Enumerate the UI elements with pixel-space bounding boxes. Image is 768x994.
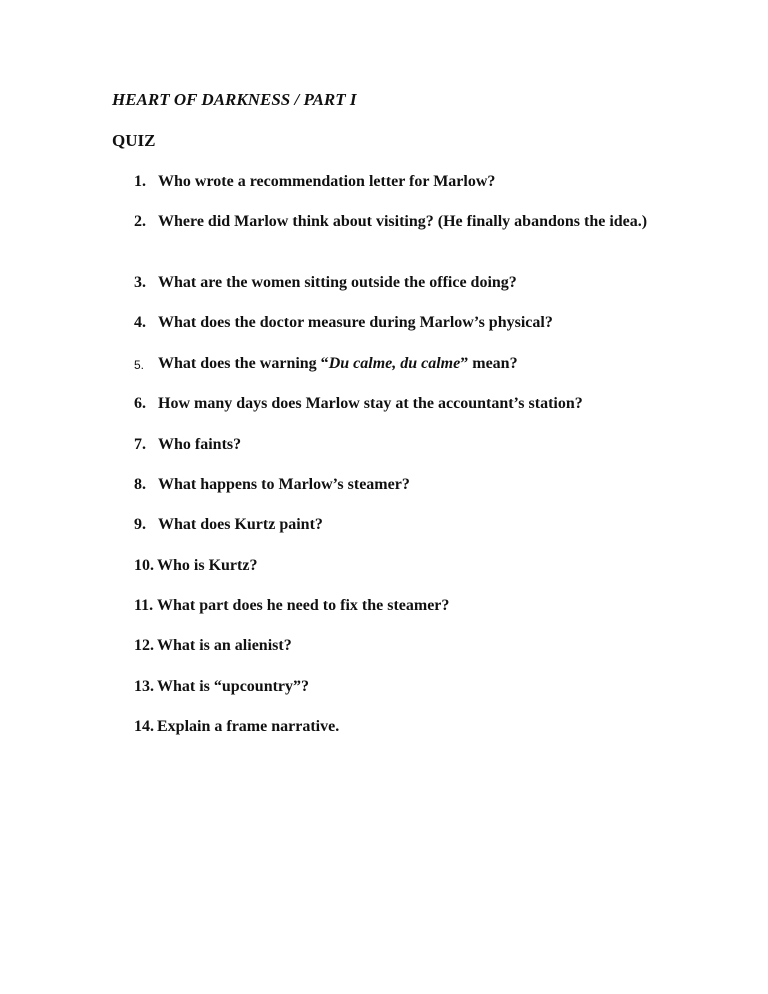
question-number: 10. xyxy=(134,557,154,574)
question-text: What happens to Marlow’s steamer? xyxy=(158,476,410,493)
question-number: 4. xyxy=(134,314,146,331)
question-number: 5. xyxy=(134,358,145,372)
question-text: Who faints? xyxy=(158,436,242,453)
question-item xyxy=(134,677,694,697)
question-item xyxy=(134,515,694,535)
question-text: How many days does Marlow stay at the accountant’s station? xyxy=(158,395,583,412)
question-item xyxy=(134,172,694,192)
question-number: 3. xyxy=(134,274,146,291)
question-text: What are the women sitting outside the office doing? xyxy=(158,274,517,291)
question-text: What is “upcountry”? xyxy=(157,678,310,695)
question-item xyxy=(134,394,694,414)
question-number: 13. xyxy=(134,678,154,695)
question-number: 14. xyxy=(134,718,154,735)
document-title: HEART OF DARKNESS / PART I xyxy=(112,90,357,109)
question-item xyxy=(134,475,694,495)
question-text: What part does he need to fix the steamer? xyxy=(157,597,450,614)
question-number: 7. xyxy=(134,436,146,453)
question-item xyxy=(134,636,694,656)
question-number: 9. xyxy=(134,516,146,533)
question-number: 11. xyxy=(134,597,154,614)
question-text: What does Kurtz paint? xyxy=(158,516,323,533)
question-text: Who wrote a recommendation letter for Marlow? xyxy=(158,173,496,190)
question-text-before: What does the warning “ xyxy=(158,355,329,372)
question-item xyxy=(134,596,694,616)
document-subtitle: QUIZ xyxy=(112,131,156,150)
question-text: Explain a frame narrative. xyxy=(157,718,340,735)
question-text xyxy=(158,354,694,374)
question-number: 8. xyxy=(134,476,146,493)
question-number: 2. xyxy=(134,213,146,230)
question-number: 12. xyxy=(134,637,154,654)
question-text: Who is Kurtz? xyxy=(157,557,258,574)
question-item xyxy=(134,354,694,374)
question-item xyxy=(134,435,694,455)
question-text: Where did Marlow think about visiting? (He finally abandons the idea.) xyxy=(158,213,648,230)
question-item xyxy=(134,313,694,333)
question-number: 1. xyxy=(134,173,146,190)
question-text: What is an alienist? xyxy=(157,637,292,654)
question-item xyxy=(134,556,694,576)
question-item xyxy=(134,273,694,293)
question-number: 6. xyxy=(134,395,146,412)
question-item xyxy=(134,717,694,737)
question-item xyxy=(134,212,694,232)
question-text-italic: Du calme, du calme xyxy=(328,355,461,372)
question-text: What does the doctor measure during Marlow’s physical? xyxy=(158,314,553,331)
question-text-after: ” mean? xyxy=(460,355,518,372)
